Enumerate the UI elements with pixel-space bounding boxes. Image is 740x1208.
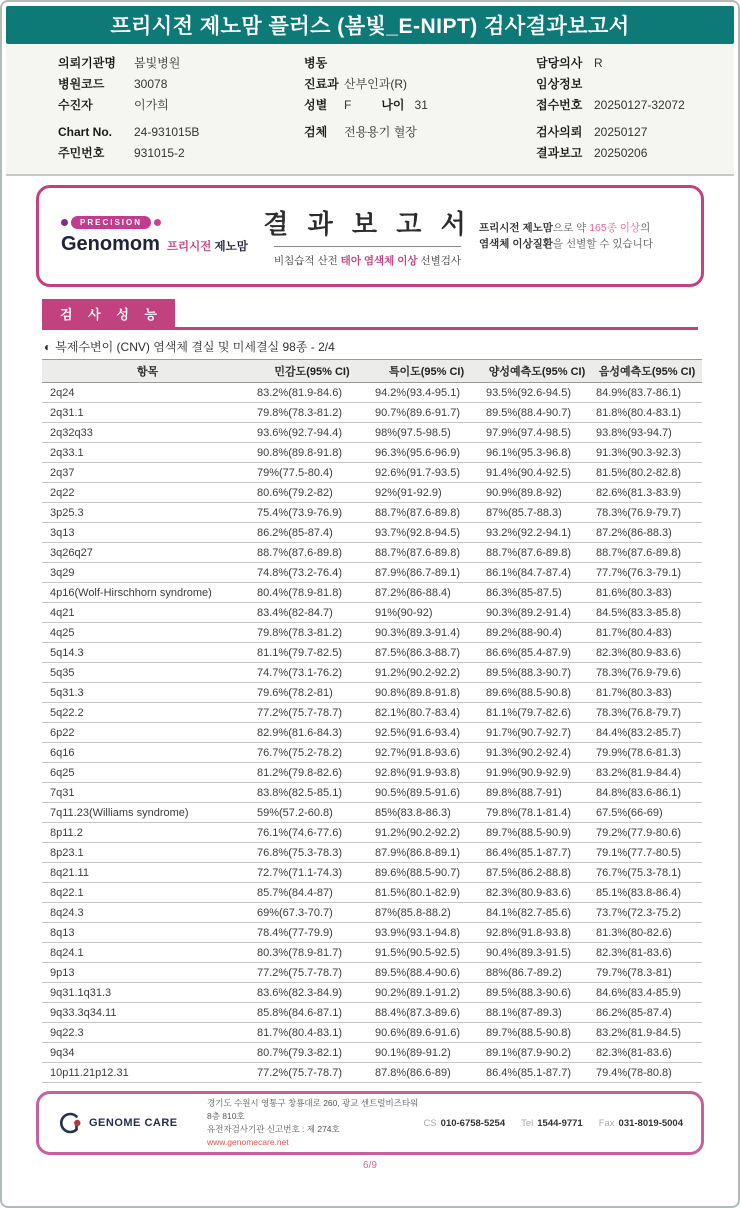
value-cell: 80.6%(79.2-82) <box>253 483 371 503</box>
value-cell: 87.2%(86-88.4) <box>371 583 482 603</box>
value-cell: 84.9%(83.7-86.1) <box>592 383 702 403</box>
info-label: 성별 <box>304 98 328 112</box>
value-cell: 79.4%(78-80.8) <box>592 1063 702 1083</box>
info-value: 30078 <box>134 77 168 91</box>
value-cell: 90.6%(89.6-91.6) <box>371 1023 482 1043</box>
value-cell: 93.5%(92.6-94.5) <box>482 383 592 403</box>
info-value: 산부인과(R) <box>344 77 408 91</box>
value-cell: 88%(86.7-89.2) <box>482 963 592 983</box>
value-cell: 90.9%(89.8-92) <box>482 483 592 503</box>
item-cell: 8q24.3 <box>42 903 253 923</box>
info-row <box>304 122 536 143</box>
info-label: 검사의뢰 <box>536 125 583 139</box>
info-label: 접수번호 <box>536 98 583 112</box>
item-cell: 9p13 <box>42 963 253 983</box>
value-cell: 91.7%(90.7-92.7) <box>482 723 592 743</box>
value-cell: 93.6%(92.7-94.4) <box>253 423 371 443</box>
value-cell: 89.1%(87.9-90.2) <box>482 1043 592 1063</box>
table-row <box>42 643 702 663</box>
value-cell: 89.7%(88.5-90.8) <box>482 1023 592 1043</box>
value-cell: 73.7%(72.3-75.2) <box>592 903 702 923</box>
item-cell: 6q16 <box>42 743 253 763</box>
table-row <box>42 983 702 1003</box>
footer-address-line1: 경기도 수원시 영통구 창룡대로 260, 광교 센트럴비즈타워 8층 810호 <box>207 1097 419 1121</box>
value-cell: 85.1%(83.8-86.4) <box>592 883 702 903</box>
info-value: 931015-2 <box>134 146 185 160</box>
value-cell: 81.1%(79.7-82.5) <box>253 643 371 663</box>
value-cell: 93.2%(92.2-94.1) <box>482 523 592 543</box>
value-cell: 91%(90-92) <box>371 603 482 623</box>
value-cell: 93.7%(92.8-94.5) <box>371 523 482 543</box>
genomom-logo-text: Genomom <box>61 233 160 255</box>
value-cell: 88.1%(87-89.3) <box>482 1003 592 1023</box>
value-cell: 88.7%(87.6-89.8) <box>371 503 482 523</box>
item-cell: 8q13 <box>42 923 253 943</box>
table-row <box>42 683 702 703</box>
value-cell: 84.6%(83.4-85.9) <box>592 983 702 1003</box>
info-value: 전용용기 혈장 <box>344 125 417 139</box>
precision-badge-row <box>61 216 256 229</box>
value-cell: 93.8%(93-94.7) <box>592 423 702 443</box>
value-cell: 92%(91-92.9) <box>371 483 482 503</box>
table-row <box>42 1063 702 1083</box>
column-header: 양성예측도(95% CI) <box>482 360 592 383</box>
value-cell: 87.5%(86.2-88.8) <box>482 863 592 883</box>
value-cell: 92.6%(91.7-93.5) <box>371 463 482 483</box>
value-cell: 72.7%(71.1-74.3) <box>253 863 371 883</box>
table-row <box>42 1003 702 1023</box>
table-row <box>42 1043 702 1063</box>
value-cell: 81.7%(80.4-83) <box>592 623 702 643</box>
value-cell: 90.4%(89.3-91.5) <box>482 943 592 963</box>
item-cell: 8q22.1 <box>42 883 253 903</box>
table-row <box>42 963 702 983</box>
value-cell: 92.8%(91.8-93.8) <box>482 923 592 943</box>
info-label: 병원코드 <box>58 77 105 91</box>
item-cell: 7q11.23(Williams syndrome) <box>42 803 253 823</box>
item-cell: 5q14.3 <box>42 643 253 663</box>
item-cell: 9q33.3q34.11 <box>42 1003 253 1023</box>
value-cell: 87.2%(86-88.3) <box>592 523 702 543</box>
info-value: 20250127 <box>594 125 648 139</box>
footer-contact-fax: Fax 031-8019-5004 <box>598 1117 683 1129</box>
item-cell: 6q25 <box>42 763 253 783</box>
table-row <box>42 723 702 743</box>
table-row <box>42 503 702 523</box>
item-cell: 5q35 <box>42 663 253 683</box>
footer-contacts <box>423 1118 683 1129</box>
footer-address-line2: 유전자검사기관 신고번호 : 제 274호 <box>207 1124 340 1134</box>
item-cell: 4q25 <box>42 623 253 643</box>
value-cell: 85.7%(84.4-87) <box>253 883 371 903</box>
genomom-logo-subtext: 프리시전 제노맘 <box>166 241 248 253</box>
info-value: 봄빛병원 <box>134 56 181 70</box>
value-cell: 88.7%(87.6-89.8) <box>371 543 482 563</box>
value-cell: 77.7%(76.3-79.1) <box>592 563 702 583</box>
value-cell: 84.5%(83.3-85.8) <box>592 603 702 623</box>
value-cell: 80.4%(78.9-81.8) <box>253 583 371 603</box>
info-row <box>536 74 734 95</box>
table-row <box>42 823 702 843</box>
value-cell: 90.3%(89.2-91.4) <box>482 603 592 623</box>
report-title-banner <box>6 6 734 44</box>
value-cell: 76.8%(75.3-78.3) <box>253 843 371 863</box>
value-cell: 90.1%(89-91.2) <box>371 1043 482 1063</box>
value-cell: 85.8%(84.6-87.1) <box>253 1003 371 1023</box>
value-cell: 93.9%(93.1-94.8) <box>371 923 482 943</box>
value-cell: 96.1%(95.3-96.8) <box>482 443 592 463</box>
table-row <box>42 563 702 583</box>
patient-info-col3 <box>536 53 734 164</box>
info-value: R <box>594 56 603 70</box>
info-label: 주민번호 <box>58 146 105 160</box>
item-cell: 4q21 <box>42 603 253 623</box>
value-cell: 59%(57.2-60.8) <box>253 803 371 823</box>
value-cell: 83.2%(81.9-84.4) <box>592 763 702 783</box>
value-cell: 77.2%(75.7-78.7) <box>253 1063 371 1083</box>
footer-box <box>36 1091 704 1155</box>
precision-badge: PRECISION <box>71 216 151 229</box>
table-caption <box>44 338 698 355</box>
item-cell: 9q34 <box>42 1043 253 1063</box>
value-cell: 89.5%(88.4-90.6) <box>371 963 482 983</box>
table-row <box>42 423 702 443</box>
value-cell: 77.2%(75.7-78.7) <box>253 703 371 723</box>
value-cell: 89.5%(88.3-90.6) <box>482 983 592 1003</box>
value-cell: 80.7%(79.3-82.1) <box>253 1043 371 1063</box>
info-row <box>536 143 734 164</box>
value-cell: 81.1%(79.7-82.6) <box>482 703 592 723</box>
value-cell: 92.8%(91.9-93.8) <box>371 763 482 783</box>
info-row <box>58 122 304 143</box>
table-header-row <box>42 360 702 383</box>
item-cell: 9q22.3 <box>42 1023 253 1043</box>
item-cell: 9q31.1q31.3 <box>42 983 253 1003</box>
info-label: 나이 <box>381 98 405 112</box>
value-cell: 90.3%(89.3-91.4) <box>371 623 482 643</box>
value-cell: 90.8%(89.8-91.8) <box>253 443 371 463</box>
value-cell: 80.3%(78.9-81.7) <box>253 943 371 963</box>
value-cell: 90.7%(89.6-91.7) <box>371 403 482 423</box>
table-row <box>42 523 702 543</box>
value-cell: 79.2%(77.9-80.6) <box>592 823 702 843</box>
item-cell: 8q21.11 <box>42 863 253 883</box>
badge-dot-left-icon <box>61 219 68 226</box>
genomecare-logo-text: GENOME CARE <box>89 1117 178 1129</box>
value-cell: 81.5%(80.1-82.9) <box>371 883 482 903</box>
value-cell: 82.3%(81-83.6) <box>592 1043 702 1063</box>
value-cell: 79.8%(78.3-81.2) <box>253 403 371 423</box>
item-cell: 7q31 <box>42 783 253 803</box>
item-cell: 8p23.1 <box>42 843 253 863</box>
table-row <box>42 663 702 683</box>
value-cell: 78.3%(76.8-79.7) <box>592 703 702 723</box>
footer-address-block <box>207 1097 423 1150</box>
table-caption-text: 복제수변이 (CNV) 염색체 결실 및 미세결실 98종 - 2/4 <box>55 340 335 354</box>
table-row <box>42 403 702 423</box>
item-cell: 5q22.2 <box>42 703 253 723</box>
column-header: 음성예측도(95% CI) <box>592 360 702 383</box>
info-row <box>304 95 536 116</box>
patient-info-section <box>6 44 734 176</box>
value-cell: 89.5%(88.4-90.7) <box>482 403 592 423</box>
value-cell: 78.4%(77-79.9) <box>253 923 371 943</box>
info-row <box>536 53 734 74</box>
value-cell: 81.3%(80-82.6) <box>592 923 702 943</box>
table-row <box>42 483 702 503</box>
value-cell: 91.2%(90.2-92.2) <box>371 663 482 683</box>
value-cell: 83.2%(81.9-84.6) <box>253 383 371 403</box>
value-cell: 86.1%(84.7-87.4) <box>482 563 592 583</box>
result-title-block <box>256 204 479 269</box>
value-cell: 88.7%(87.6-89.8) <box>592 543 702 563</box>
value-cell: 79.6%(78.2-81) <box>253 683 371 703</box>
value-cell: 79.8%(78.1-81.4) <box>482 803 592 823</box>
info-label: 수진자 <box>58 98 93 112</box>
value-cell: 91.2%(90.2-92.2) <box>371 823 482 843</box>
table-row <box>42 743 702 763</box>
info-row <box>58 74 304 95</box>
value-cell: 83.2%(81.9-84.5) <box>592 1023 702 1043</box>
value-cell: 89.6%(88.5-90.7) <box>371 863 482 883</box>
value-cell: 79.9%(78.6-81.3) <box>592 743 702 763</box>
item-cell: 2q22 <box>42 483 253 503</box>
value-cell: 67.5%(66-69) <box>592 803 702 823</box>
value-cell: 92.5%(91.6-93.4) <box>371 723 482 743</box>
item-cell: 3q13 <box>42 523 253 543</box>
report-title: 프리시전 제노맘 플러스 (봄빛_E-NIPT) 검사결과보고서 <box>110 15 630 38</box>
column-header: 항목 <box>42 360 253 383</box>
value-cell: 82.3%(81-83.6) <box>592 943 702 963</box>
value-cell: 86.2%(85-87.4) <box>253 523 371 543</box>
value-cell: 82.1%(80.7-83.4) <box>371 703 482 723</box>
half-circle-icon: ◐ <box>44 340 52 354</box>
value-cell: 91.5%(90.5-92.5) <box>371 943 482 963</box>
table-row <box>42 763 702 783</box>
info-row <box>304 74 536 95</box>
value-cell: 87.8%(86.6-89) <box>371 1063 482 1083</box>
value-cell: 79.1%(77.7-80.5) <box>592 843 702 863</box>
value-cell: 88.7%(87.6-89.8) <box>482 543 592 563</box>
value-cell: 82.6%(81.3-83.9) <box>592 483 702 503</box>
info-row <box>304 53 536 74</box>
value-cell: 90.8%(89.8-91.8) <box>371 683 482 703</box>
performance-table-body <box>42 383 702 1083</box>
value-cell: 87%(85.8-88.2) <box>371 903 482 923</box>
value-cell: 89.6%(88.5-90.8) <box>482 683 592 703</box>
value-cell: 84.4%(83.2-85.7) <box>592 723 702 743</box>
item-cell: 3p25.3 <box>42 503 253 523</box>
column-header: 특이도(95% CI) <box>371 360 482 383</box>
value-cell: 69%(67.3-70.7) <box>253 903 371 923</box>
table-row <box>42 543 702 563</box>
value-cell: 97.9%(97.4-98.5) <box>482 423 592 443</box>
genomecare-logo <box>57 1110 207 1136</box>
value-cell: 89.8%(88.7-91) <box>482 783 592 803</box>
value-cell: 84.1%(82.7-85.6) <box>482 903 592 923</box>
table-row <box>42 863 702 883</box>
section-title: 검 사 성 능 <box>42 299 175 327</box>
value-cell: 91.4%(90.4-92.5) <box>482 463 592 483</box>
item-cell: 2q31.1 <box>42 403 253 423</box>
info-label: 검체 <box>304 125 328 139</box>
value-cell: 89.5%(88.3-90.7) <box>482 663 592 683</box>
value-cell: 78.3%(76.9-79.7) <box>592 503 702 523</box>
value-cell: 87.5%(86.3-88.7) <box>371 643 482 663</box>
value-cell: 79.8%(78.3-81.2) <box>253 623 371 643</box>
value-cell: 86.3%(85-87.5) <box>482 583 592 603</box>
value-cell: 89.7%(88.5-90.9) <box>482 823 592 843</box>
value-cell: 96.3%(95.6-96.9) <box>371 443 482 463</box>
info-label: 담당의사 <box>536 56 583 70</box>
item-cell: 2q33.1 <box>42 443 253 463</box>
value-cell: 81.7%(80.4-83.1) <box>253 1023 371 1043</box>
report-note-line2: 염색체 이상질환을 선별할 수 있습니다 <box>479 238 653 250</box>
value-cell: 98%(97.5-98.5) <box>371 423 482 443</box>
value-cell: 84.8%(83.6-86.1) <box>592 783 702 803</box>
value-cell: 79%(77.5-80.4) <box>253 463 371 483</box>
table-row <box>42 923 702 943</box>
value-cell: 74.7%(73.1-76.2) <box>253 663 371 683</box>
value-cell: 82.3%(80.9-83.6) <box>482 883 592 903</box>
value-cell: 79.7%(78.3-81) <box>592 963 702 983</box>
info-value: 24-931015B <box>134 125 200 139</box>
value-cell: 90.2%(89.1-91.2) <box>371 983 482 1003</box>
value-cell: 76.1%(74.6-77.6) <box>253 823 371 843</box>
table-row <box>42 583 702 603</box>
item-cell: 4p16(Wolf-Hirschhorn syndrome) <box>42 583 253 603</box>
item-cell: 2q24 <box>42 383 253 403</box>
column-header: 민감도(95% CI) <box>253 360 371 383</box>
value-cell: 81.8%(80.4-83.1) <box>592 403 702 423</box>
info-value: 20250127-32072 <box>594 98 685 112</box>
value-cell: 89.2%(88-90.4) <box>482 623 592 643</box>
table-row <box>42 943 702 963</box>
info-row <box>536 95 734 116</box>
value-cell: 91.9%(90.9-92.9) <box>482 763 592 783</box>
table-row <box>42 883 702 903</box>
value-cell: 86.4%(85.1-87.7) <box>482 1063 592 1083</box>
footer-contact-cs: CS 010-6758-5254 <box>423 1117 506 1129</box>
table-row <box>42 843 702 863</box>
value-cell: 81.6%(80.3-83) <box>592 583 702 603</box>
info-value: 이가희 <box>134 98 169 112</box>
info-label: 병동 <box>304 56 328 70</box>
item-cell: 8q24.1 <box>42 943 253 963</box>
item-cell: 10p11.21p12.31 <box>42 1063 253 1083</box>
patient-info-col1 <box>58 53 304 164</box>
table-row <box>42 703 702 723</box>
info-row <box>58 53 304 74</box>
item-cell: 5q31.3 <box>42 683 253 703</box>
value-cell: 82.3%(80.9-83.6) <box>592 643 702 663</box>
table-row <box>42 783 702 803</box>
item-cell: 2q37 <box>42 463 253 483</box>
value-cell: 94.2%(93.4-95.1) <box>371 383 482 403</box>
table-row <box>42 383 702 403</box>
report-note <box>479 220 679 253</box>
patient-info-col2 <box>304 53 536 164</box>
item-cell: 8p11.2 <box>42 823 253 843</box>
report-note-line1: 프리시전 제노맘으로 약 165종 이상의 <box>479 221 651 234</box>
table-row <box>42 903 702 923</box>
item-cell: 3q26q27 <box>42 543 253 563</box>
result-report-title: 결 과 보 고 서 <box>263 208 472 239</box>
performance-table <box>42 359 702 1083</box>
table-row <box>42 623 702 643</box>
value-cell: 86.4%(85.1-87.7) <box>482 843 592 863</box>
value-cell: 81.7%(80.3-83) <box>592 683 702 703</box>
footer-website-link[interactable]: www.genomecare.net <box>207 1137 289 1148</box>
genomom-brand-block <box>61 216 256 256</box>
value-cell: 88.7%(87.6-89.8) <box>253 543 371 563</box>
genomom-logo <box>61 233 256 256</box>
info-value: F <box>344 98 352 112</box>
info-row <box>58 143 304 164</box>
value-cell: 90.5%(89.5-91.6) <box>371 783 482 803</box>
value-cell: 77.2%(75.7-78.7) <box>253 963 371 983</box>
info-label: 결과보고 <box>536 146 583 160</box>
result-report-subtitle: 비침습적 산전 태아 염색체 이상 선별검사 <box>274 246 461 268</box>
value-cell: 86.6%(85.4-87.9) <box>482 643 592 663</box>
value-cell: 81.5%(80.2-82.8) <box>592 463 702 483</box>
value-cell: 82.9%(81.6-84.3) <box>253 723 371 743</box>
value-cell: 83.6%(82.3-84.9) <box>253 983 371 1003</box>
item-cell: 2q32q33 <box>42 423 253 443</box>
value-cell: 83.4%(82-84.7) <box>253 603 371 623</box>
value-cell: 85%(83.8-86.3) <box>371 803 482 823</box>
table-row <box>42 1023 702 1043</box>
table-row <box>42 803 702 823</box>
value-cell: 81.2%(79.8-82.6) <box>253 763 371 783</box>
value-cell: 88.4%(87.3-89.6) <box>371 1003 482 1023</box>
table-row <box>42 603 702 623</box>
value-cell: 83.8%(82.5-85.1) <box>253 783 371 803</box>
table-row <box>42 463 702 483</box>
info-label: 임상정보 <box>536 77 583 91</box>
value-cell: 76.7%(75.2-78.2) <box>253 743 371 763</box>
section-header <box>42 299 698 330</box>
item-cell: 6p22 <box>42 723 253 743</box>
info-row <box>536 122 734 143</box>
footer-contact-tel: Tel 1544-9771 <box>521 1117 583 1129</box>
result-report-box <box>36 185 704 287</box>
value-cell: 87%(85.7-88.3) <box>482 503 592 523</box>
info-value: 31 <box>414 98 428 112</box>
value-cell: 75.4%(73.9-76.9) <box>253 503 371 523</box>
page-number: 6/9 <box>363 1160 377 1171</box>
info-label: Chart No. <box>58 125 112 139</box>
badge-dot-right-icon <box>154 219 161 226</box>
value-cell: 87.9%(86.8-89.1) <box>371 843 482 863</box>
value-cell: 78.3%(76.9-79.6) <box>592 663 702 683</box>
value-cell: 76.7%(75.3-78.1) <box>592 863 702 883</box>
value-cell: 87.9%(86.7-89.1) <box>371 563 482 583</box>
value-cell: 91.3%(90.3-92.3) <box>592 443 702 463</box>
info-label: 진료과 <box>304 77 339 91</box>
table-row <box>42 443 702 463</box>
value-cell: 86.2%(85-87.4) <box>592 1003 702 1023</box>
value-cell: 74.8%(73.2-76.4) <box>253 563 371 583</box>
genomecare-logo-icon <box>57 1110 83 1136</box>
value-cell: 92.7%(91.8-93.6) <box>371 743 482 763</box>
info-value: 20250206 <box>594 146 648 160</box>
item-cell: 3q29 <box>42 563 253 583</box>
info-label: 의뢰기관명 <box>58 56 116 70</box>
info-row <box>58 95 304 116</box>
value-cell: 91.3%(90.2-92.4) <box>482 743 592 763</box>
